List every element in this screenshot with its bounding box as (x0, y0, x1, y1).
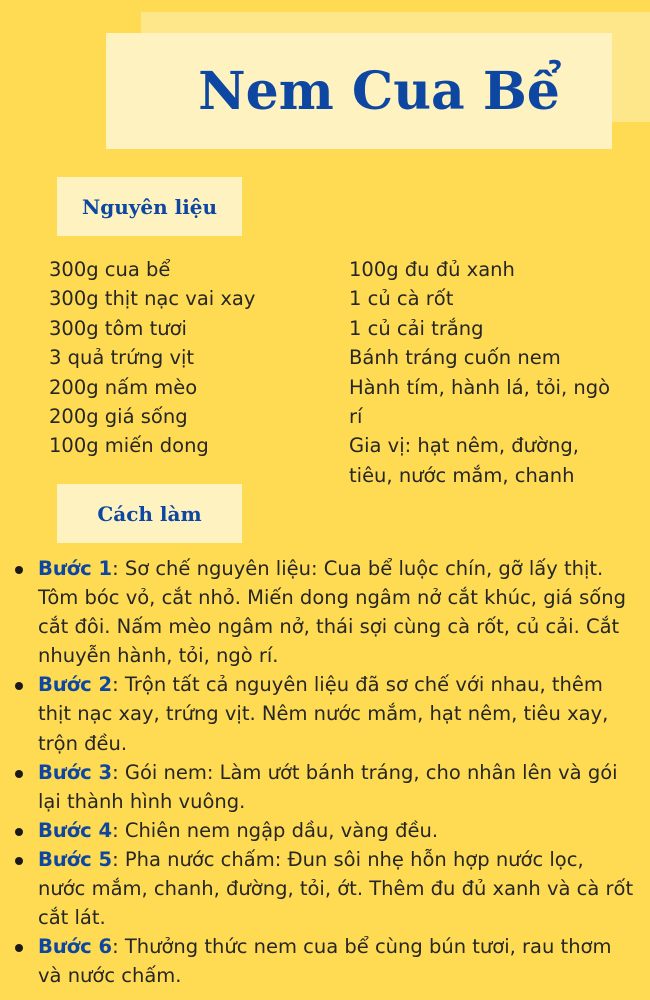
bullet-icon (15, 857, 23, 865)
bullet-icon (15, 944, 23, 952)
ingredient-item: 300g tôm tươi (49, 316, 187, 340)
step-text: : Sơ chế nguyên liệu: Cua bể luộc chín, gỡ lấy thịt. Tôm bóc vỏ, cắt nhỏ. Miến dong ngâm nở cắt khúc, giá sống cắt đôi. Nấm mèo ngâm nở, thái sợi cùng cà rốt, củ cải. Cắt nhuyễn hành, tỏi, ngò rí. (38, 557, 626, 668)
step-label: Bước 3 (38, 760, 113, 784)
bullet-icon (15, 770, 23, 778)
ingredient-item: 1 củ cải trắng (349, 316, 484, 340)
ingredient-item: 3 quả trứng vịt (49, 346, 195, 370)
page-title: Nem Cua Bể (198, 60, 560, 122)
bullet-icon (15, 828, 23, 836)
bullet-icon (15, 682, 23, 690)
bullet-icon (15, 566, 23, 574)
ingredients-list-left (49, 255, 329, 461)
ingredient-item: 200g nấm mèo (49, 375, 198, 399)
step-text: : Gói nem: Làm ướt bánh tráng, cho nhân lên và gói lại thành hình vuông. (38, 760, 618, 813)
ingredient-item: 200g giá sống (49, 405, 188, 429)
step-text: : Pha nước chấm: Đun sôi nhẹ hỗn hợp nước lọc, nước mắm, chanh, đường, tỏi, ớt. Thêm đu đủ xanh và cà rốt cắt lát. (38, 847, 634, 930)
step-item (0, 758, 650, 816)
ingredients-list-right (349, 255, 614, 490)
ingredients-heading: Nguyên liệu (57, 177, 242, 236)
step-label: Bước 5 (38, 847, 113, 871)
ingredient-item: 100g đu đủ xanh (349, 258, 515, 281)
step-label: Bước 6 (38, 935, 113, 959)
step-text: : Trộn tất cả nguyên liệu đã sơ chế với nhau, thêm thịt nạc xay, trứng vịt. Nêm nước mắm, hạt nêm, tiêu xay, trộn đều. (38, 673, 609, 755)
step-item (0, 554, 650, 670)
step-label: Bước 2 (38, 673, 113, 697)
step-label: Bước 4 (38, 818, 113, 842)
ingredient-item: 100g miến dong (49, 434, 209, 458)
ingredient-item: 300g cua bể (49, 258, 171, 281)
step-item (0, 932, 650, 990)
method-heading: Cách làm (57, 484, 242, 543)
step-text: : Thưởng thức nem cua bể cùng bún tươi, rau thơm và nước chấm. (38, 935, 612, 988)
step-label: Bước 1 (38, 557, 113, 580)
ingredient-item: 1 củ cà rốt (349, 287, 454, 311)
step-item (0, 845, 650, 932)
ingredient-item: Gia vị: hạt nêm, đường, tiêu, nước mắm, chanh (349, 434, 579, 487)
ingredient-item: 300g thịt nạc vai xay (49, 287, 256, 311)
ingredient-item: Hành tím, hành lá, tỏi, ngò rí (349, 375, 611, 429)
steps-list (0, 554, 650, 990)
step-item (0, 816, 650, 845)
step-item (0, 670, 650, 757)
ingredient-item: Bánh tráng cuốn nem (349, 346, 561, 370)
step-text: : Chiên nem ngập dầu, vàng đều. (112, 818, 439, 842)
